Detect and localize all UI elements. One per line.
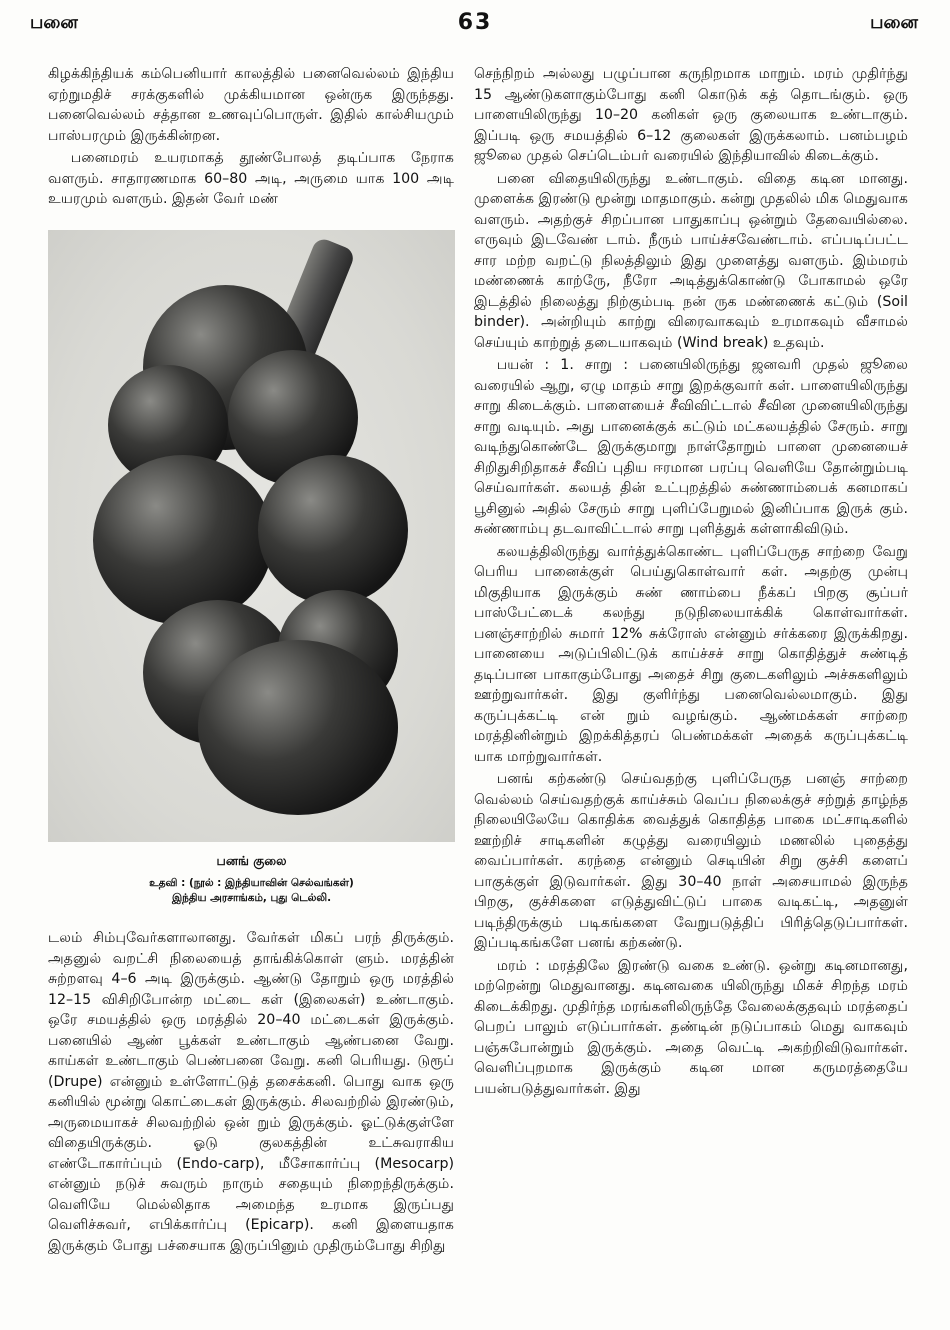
figure-credit — [48, 876, 455, 906]
left-column-top — [48, 64, 454, 210]
running-head-right: பனை — [870, 12, 918, 33]
page-number: 63 — [457, 10, 493, 35]
paragraph: கிழக்கிந்தியக் கம்பெனியார் காலத்தில் பனைவெல்லம் இந்திய ஏற்றுமதிச் சரக்குகளில் முக்கியமான ஒன்ருக இருந்தது. பனைவெல்லம் சத்தான உணவுப்பொருள். இதில் கால்சியமும் பாஸ்பரமும் இருக்கின்றன. — [48, 66, 454, 144]
paragraph: பயன் : 1. சாறு : பனையிலிருந்து ஜனவரி முதல் ஜூலை வரையில் ஆறு, ஏழு மாதம் சாறு இறக்குவார் கள். பாளையிலிருந்து சாறு கிடைக்கும். பாளையைச் சீவிவிட்டால் சீவின முனையிலிருந்து சாறு வடியும். அது பானைக்குக் கட்டும் மட்கலயத்தில் சேரும். சாறு வடிந்துகொண்டே இருக்குமாறு நாள்தோறும் பாளை முனையைச் சிறிதுசிறிதாகச் சீவிப் புதிய ஈரமான பரப்பு வெளியே தோன்றும்படி செய்வார்கள். கலயத் தின் உட்புறத்தில் சுண்ணாம்பைக் கனமாகப் பூசினுல் அதில் சேரும் சாறு புளிப்பேறுமல் இனிப்பாக இருக் கும். சுண்ணாம்பு தடவாவிட்டால் சாறு புளித்துக் கள்ளாகிவிடும். — [474, 357, 908, 537]
figure-caption: பனங் குலை — [216, 853, 287, 868]
paragraph: பனங் கற்கண்டு செய்வதற்கு புளிப்பேருத பனஞ் சாற்றை வெல்லம் செய்வதற்குக் காய்ச்சும் வெப்ப நிலைக்குச் சற்றுத் தாழ்ந்த நிலையிலேயே கொதிக்க வைத்துக் கொதித்த பாகை மட்சாடிகளில் ஊற்றிச் சாடிகளின் கழுத்து வரையிலும் மணலில் புதைத்து வைப்பார்கள். கரந்தை என்னும் செடியின் சிறு குச்சி களைப் பாகுக்குள் இடுவார்கள். இது 30–40 நாள் அசையாமல் இருந்த பிறகு, குச்சிகளை எடுத்துவிட்டுப் பாகை வடிகட்டி, அதனுள் படிந்திருக்கும் படிகங்களை வேறுபடுத்திப் பிரித்தெடுப்பார்கள். இப்படிகங்களே பனங் கற்கண்டு. — [474, 771, 908, 951]
paragraph: கலயத்திலிருந்து வார்த்துக்கொண்ட புளிப்பேருத சாற்றை வேறு பெரிய பானைக்குள் பெய்துகொள்வார் கள். அதற்கு முன்பு மிகுதியாக இருக்கும் சுண் ணாம்பை நீக்கப் பிறகு சூப்பர் பாஸ்பேட்டைக் கலந்து நடுநிலையாக்கிக் கொள்வார்கள். பனஞ்சாற்றில் சுமார் 12% சுக்ரோஸ் என்னும் சர்க்கரை இருக்கிறது. பானையை அடுப்பிலிட்டுக் காய்ச்சச் சாறு கொதித்துச் சுண்டித் தடிப்பான பாகாகும்போது அதைச் சிறு குடைகளிலும் அச்சுகளிலும் ஊற்றுவார்கள். இது குளிர்ந்து பனைவெல்லமாகும். இது கருப்புக்கட்டி என் றும் வழங்கும். ஆண்மக்கள் சாற்றை மரத்தினின்றும் இறக்கித்தரப் பெண்மக்கள் அதைக் கருப்புக்கட்டி யாக மாற்றுவார்கள். — [474, 543, 908, 765]
paragraph: செந்நிறம் அல்லது பழுப்பான கருநிறமாக மாறும். மரம் முதிர்ந்து 15 ஆண்டுகளாகும்போது கனி கொடுக் கத் தொடங்கும். ஒரு பாளையிலிருந்து 10–20 கனிகள் ஒரு குலையாக உண்டாகும். இப்படி ஒரு சமயத்தில் 6–12 குலைகள் இருக்கலாம். பனம்பழம் ஜூலை முதல் செப்டெம்பர் வரையில் இந்தியாவில் கிடைக்கும். — [474, 66, 908, 164]
paragraph: பனை விதையிலிருந்து உண்டாகும். விதை கடின மானது. முளைக்க இரண்டு மூன்று மாதமாகும். கன்று முதலில் மிக மெதுவாக வளரும். அதற்குச் சிறப்பான பாதுகாப்பு ஒன்றும் தேவையில்லை. எருவும் இடவேண் டாம். நீரும் பாய்ச்சவேண்டாம். எப்படிப்பட்ட சார மற்ற வறட்டு நிலத்திலும் இது முளைத்து வளரும். இம்மரம் மண்ணைக் காற்ருே, நீரோ அடித்துக்கொண்டு போகாமல் ஒரே இடத்தில் நிலைத்து நிற்கும்படி நன் ருக மண்ணைக் கட்டும் (Soil binder). அன்றியும் காற்று விரைவாகவும் உரமாகவும் வீசாமல் செய்யும் காற்றுத் தடையாகவும் (Wind break) உதவும். — [474, 170, 909, 351]
fruit — [198, 640, 398, 815]
credit-line: உதவி : (நூல் : இந்தியாவின் செல்வங்கள்) — [149, 877, 354, 889]
left-column-bottom — [48, 928, 454, 1256]
credit-line: இந்திய அரசாங்கம், புது டெல்லி. — [171, 892, 332, 904]
fruit — [93, 455, 273, 625]
paragraph: பனைமரம் உயரமாகத் தூண்போலத் தடிப்பாக நேராக வளரும். சாதாரணமாக 60–80 அடி, அருமை யாக 100 அடி உயரமும் வளரும். இதன் வேர் மண் — [48, 150, 454, 207]
fruit — [258, 455, 408, 605]
paragraph: மரம் : மரத்திலே இரண்டு வகை உண்டு. ஒன்று கடினமானது, மற்றென்று மெதுவானது. கடினவகை யிலிருந்து மிகச் சிறந்த மரம் கிடைக்கிறது. முதிர்ந்த மரங்களிலிருந்தே வேலைக்குதவும் மரத்தைப் பெறப் பாலும் எடுப்பார்கள். தண்டின் நடுப்பாகம் மெது வாகவும் பஞ்சுபோன்றும் இருக்கும். அதை வெட்டி அகற்றிவிடுவார்கள். வெளிப்புறமாக இருக்கும் கடின மான கருமரத்தையே பயன்படுத்துவார்கள். இது — [474, 957, 908, 1097]
running-head-left: பனை — [30, 12, 78, 33]
paragraph: டலம் சிம்புவேர்களாலானது. வேர்கள் மிகப் பரந் திருக்கும். அதனுல் வறட்சி நிலையைத் தாங்கிக்கொள் ளும். மரத்தின் சுற்றளவு 4–6 அடி இருக்கும். ஆண்டு தோறும் ஒரு மரத்தில் 12–15 விசிறிபோன்ற மட்டை கள் (இலைகள்) உண்டாகும். ஒரே சமயத்தில் ஒரு மரத்தில் 20–40 மட்டைகள் இருக்கும். பனையில் ஆண் பூக்கள் உண்டாகும் ஆண்பனை வேறு. காய்கள் உண்டாகும் பெண்பனை வேறு. கனி பெரியது. டுரூப் (Drupe) என்னும் உள்ளோட்டுத் தசைக்கனி. பொது வாக ஒரு கனியில் மூன்று கொட்டைகள் இருக்கும். சிலவற்றில் இரண்டும், அருமையாகச் சிலவற்றில் ஒன் றும் இருக்கும். ஓட்டுக்குள்ளே விதையிருக்கும். ஓடு குலகத்தின் உட்சுவராகிய எண்டோகார்ப்பும் (Endo-carp), மீசோகார்ப்பு (Mesocarp) என்னும் நடுச் சுவரும் நாரும் சதையும் நிறைந்திருக்கும். வெளியே மெல்லிதாக அமைந்த உரமாக இருப்பது வெளிச்சுவர், எபிக்கார்ப்பு (Epicarp). கனி இளையதாக இருக்கும் போது பச்சையாக இருப்பினும் முதிரும்போது சிறிது — [48, 930, 454, 1254]
palm-fruit-bunch-photo — [48, 230, 455, 842]
right-column — [474, 64, 908, 1099]
